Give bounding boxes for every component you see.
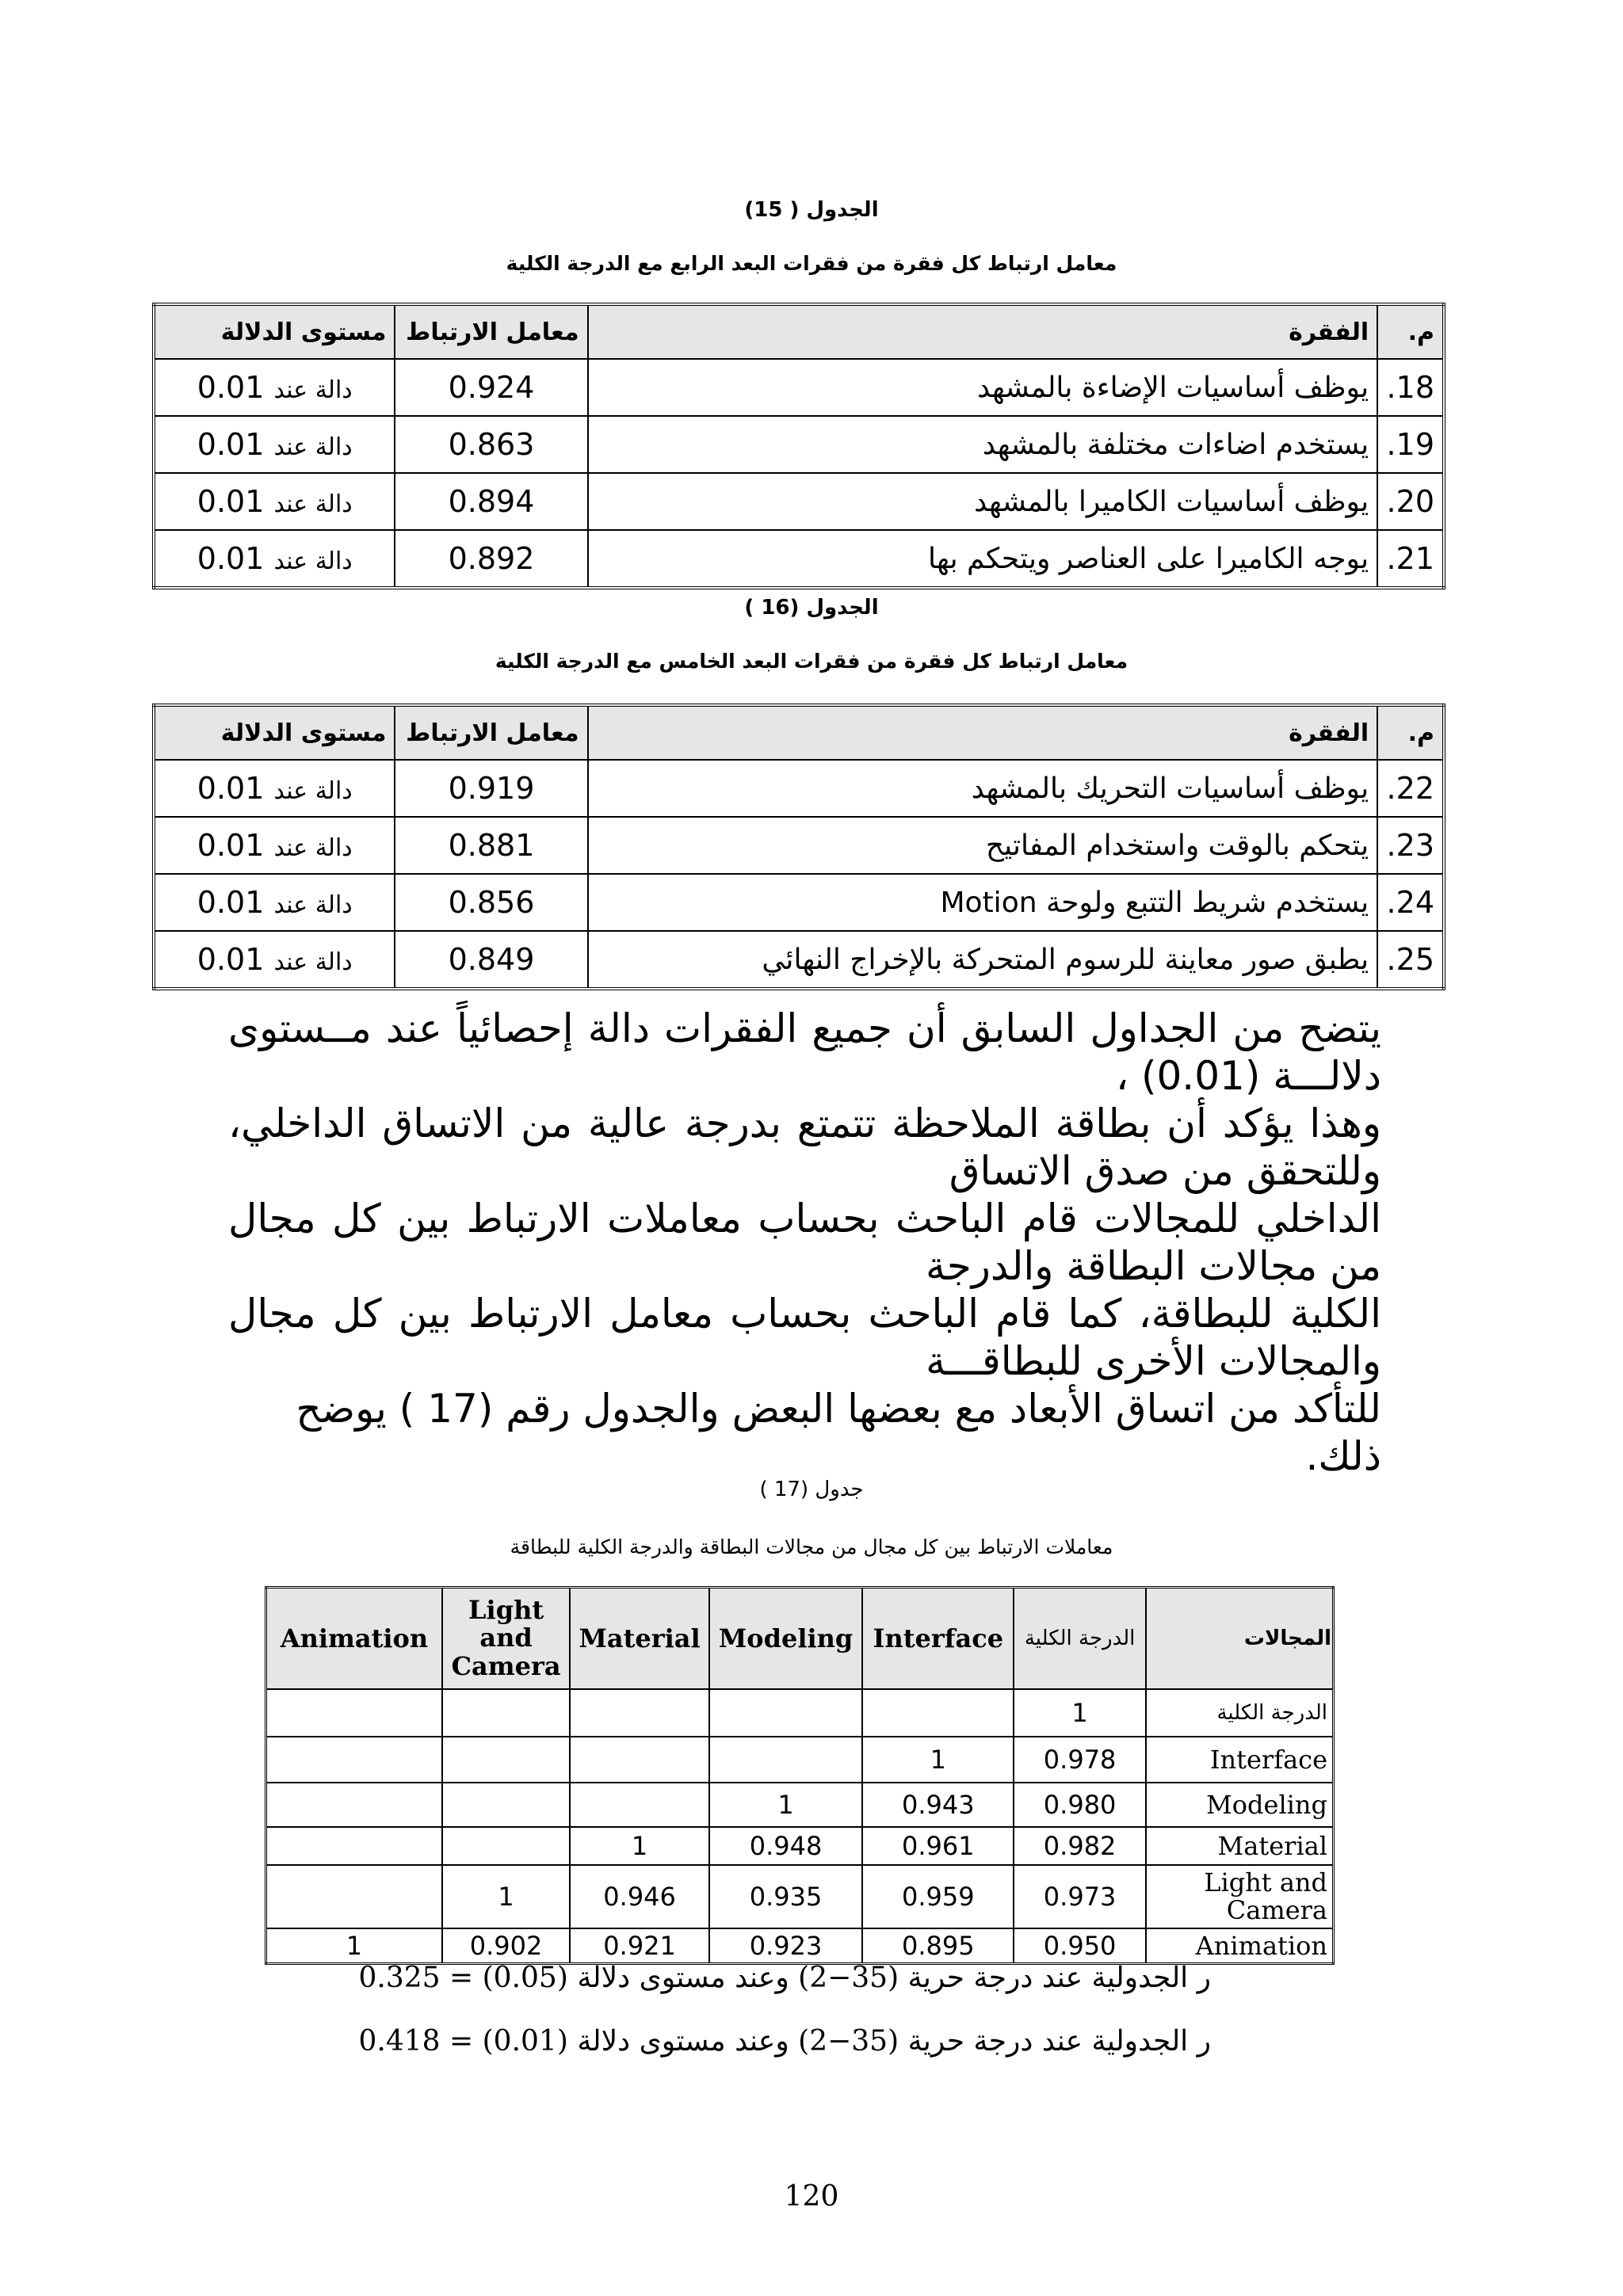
row-item: يستخدم اضاءات مختلفة بالمشهد [588, 416, 1378, 473]
row-sig [154, 931, 395, 989]
table16 [152, 704, 1445, 990]
sig-text: دالة عند [273, 777, 353, 805]
row-index: 18. [1377, 359, 1444, 416]
table-row [266, 1737, 1334, 1783]
table17-caption: جدول (17 ) [759, 1478, 864, 1501]
row-item: يستخدم شريط التتبع ولوحة Motion [588, 874, 1378, 931]
table-row [266, 1827, 1334, 1865]
row-label: Modeling [1146, 1783, 1334, 1827]
row-corr: 0.892 [395, 530, 587, 588]
row-corr: 0.894 [395, 473, 587, 530]
row-label: Light and Camera [1146, 1865, 1334, 1928]
row-index: 25. [1377, 931, 1444, 989]
row-sig [154, 760, 395, 817]
table-row [154, 473, 1444, 530]
row-index: 21. [1377, 530, 1444, 588]
cell: 0.935 [709, 1865, 862, 1928]
paragraph-line-4: الكلية للبطاقة، كما قام الباحث بحساب معامل الارتباط بين كل مجال والمجالات الأخرى للبطاقـــة [228, 1291, 1381, 1384]
col-header-idx: م. [1377, 705, 1444, 760]
row-label: Interface [1146, 1737, 1334, 1783]
sig-value: 0.01 [197, 885, 265, 920]
row-item: يوظف أساسيات الكاميرا بالمشهد [588, 473, 1378, 530]
note-line-2: ر الجدولية عند درجة حرية (35−2) وعند مستوى دلالة (0.01) = 0.418 [358, 2025, 1211, 2058]
cell: 1 [266, 1928, 442, 1963]
page-number: 120 [784, 2180, 839, 2213]
row-item: يطبق صور معاينة للرسوم المتحركة بالإخراج النهائي [588, 931, 1378, 989]
cell [266, 1737, 442, 1783]
row-index: 22. [1377, 760, 1444, 817]
table-row [154, 530, 1444, 588]
table-row [154, 760, 1444, 817]
cell: 0.921 [570, 1928, 709, 1963]
cell: 0.982 [1014, 1827, 1146, 1865]
col-header-interface: Interface [862, 1588, 1014, 1690]
cell [570, 1737, 709, 1783]
cell [266, 1827, 442, 1865]
table15-caption: الجدول ( 15) [744, 198, 879, 222]
row-corr: 0.863 [395, 416, 587, 473]
row-corr: 0.924 [395, 359, 587, 416]
row-index: 20. [1377, 473, 1444, 530]
row-label: الدرجة الكلية [1146, 1689, 1334, 1737]
row-index: 23. [1377, 817, 1444, 874]
table-row [266, 1928, 1334, 1963]
cell [570, 1783, 709, 1827]
row-corr: 0.919 [395, 760, 587, 817]
col-header-sig: مستوى الدلالة [154, 705, 395, 760]
col-header-light-camera: Light and Camera [442, 1588, 570, 1690]
row-index: 24. [1377, 874, 1444, 931]
table-row [266, 1865, 1334, 1928]
row-item: يوجه الكاميرا على العناصر ويتحكم بها [588, 530, 1378, 588]
cell: 0.946 [570, 1865, 709, 1928]
table-row [154, 359, 1444, 416]
row-label: Material [1146, 1827, 1334, 1865]
row-index: 19. [1377, 416, 1444, 473]
table15-title: معامل ارتباط كل فقرة من فقرات البعد الرابع مع الدرجة الكلية [506, 252, 1117, 275]
sig-value: 0.01 [197, 484, 265, 519]
table15 [152, 303, 1445, 589]
paragraph-line-5: للتأكد من اتساق الأبعاد مع بعضها البعض والجدول رقم (17 ) يوضح ذلك. [296, 1386, 1381, 1479]
note-line-1: ر الجدولية عند درجة حرية (35−2) وعند مستوى دلالة (0.05) = 0.325 [358, 1962, 1211, 1994]
cell [570, 1689, 709, 1737]
col-header-corr: معامل الارتباط [395, 304, 587, 359]
table16-title: معامل ارتباط كل فقرة من فقرات البعد الخامس مع الدرجة الكلية [495, 650, 1128, 673]
sig-text: دالة عند [273, 547, 353, 575]
row-sig [154, 530, 395, 588]
sig-value: 0.01 [197, 427, 265, 462]
cell [862, 1689, 1014, 1737]
sig-text: دالة عند [273, 948, 353, 976]
cell: 0.980 [1014, 1783, 1146, 1827]
row-sig [154, 359, 395, 416]
cell: 1 [862, 1737, 1014, 1783]
paragraph-line-2: وهذا يؤكد أن بطاقة الملاحظة تتمتع بدرجة عالية من الاتساق الداخلي، وللتحقق من صدق الاتساق [228, 1100, 1381, 1194]
cell [709, 1737, 862, 1783]
col-header-sig: مستوى الدلالة [154, 304, 395, 359]
cell: 0.961 [862, 1827, 1014, 1865]
cell [266, 1689, 442, 1737]
row-label: Animation [1146, 1928, 1334, 1963]
cell: 0.943 [862, 1783, 1014, 1827]
table16-caption: الجدول (16 ) [744, 596, 879, 620]
col-header-modeling: Modeling [709, 1588, 862, 1690]
cell [442, 1689, 570, 1737]
col-header-animation: Animation [266, 1588, 442, 1690]
row-sig [154, 473, 395, 530]
cell: 0.959 [862, 1865, 1014, 1928]
sig-value: 0.01 [197, 541, 265, 576]
row-item: يتحكم بالوقت واستخدام المفاتيح [588, 817, 1378, 874]
cell [442, 1783, 570, 1827]
table-row [266, 1783, 1334, 1827]
sig-value: 0.01 [197, 942, 265, 977]
col-header-corr: معامل الارتباط [395, 705, 587, 760]
cell: 1 [442, 1865, 570, 1928]
row-sig [154, 416, 395, 473]
cell [266, 1865, 442, 1928]
cell: 0.978 [1014, 1737, 1146, 1783]
row-item: يوظف أساسيات الإضاءة بالمشهد [588, 359, 1378, 416]
cell: 1 [709, 1783, 862, 1827]
table-row [154, 416, 1444, 473]
sig-value: 0.01 [197, 828, 265, 863]
cell [266, 1783, 442, 1827]
table-row [154, 931, 1444, 989]
row-sig [154, 874, 395, 931]
col-header-item: الفقرة [588, 705, 1378, 760]
cell [442, 1737, 570, 1783]
cell: 0.950 [1014, 1928, 1146, 1963]
sig-text: دالة عند [273, 490, 353, 518]
col-header-total: الدرجة الكلية [1014, 1588, 1146, 1690]
sig-value: 0.01 [197, 771, 265, 806]
col-header-domains: المجالات [1146, 1588, 1334, 1690]
table17 [265, 1586, 1335, 1965]
cell: 0.902 [442, 1928, 570, 1963]
paragraph-line-1: يتضح من الجداول السابق أن جميع الفقرات دالة إحصائياً عند مــستوى دلالـــة (0.01) ، [228, 1005, 1381, 1099]
col-header-material: Material [570, 1588, 709, 1690]
table-row [266, 1689, 1334, 1737]
row-item: يوظف أساسيات التحريك بالمشهد [588, 760, 1378, 817]
col-header-item: الفقرة [588, 304, 1378, 359]
cell: 1 [570, 1827, 709, 1865]
cell: 0.948 [709, 1827, 862, 1865]
cell [442, 1827, 570, 1865]
cell: 0.895 [862, 1928, 1014, 1963]
cell: 1 [1014, 1689, 1146, 1737]
sig-value: 0.01 [197, 370, 265, 405]
table17-title: معاملات الارتباط بين كل مجال من مجالات البطاقة والدرجة الكلية للبطاقة [510, 1535, 1113, 1558]
cell: 0.923 [709, 1928, 862, 1963]
row-corr: 0.849 [395, 931, 587, 989]
row-corr: 0.856 [395, 874, 587, 931]
table-row [154, 874, 1444, 931]
col-header-idx: م. [1377, 304, 1444, 359]
sig-text: دالة عند [273, 891, 353, 919]
paragraph-line-3: الداخلي للمجالات قام الباحث بحساب معاملات الارتباط بين كل مجال من مجالات البطاقة والدرجة [228, 1196, 1381, 1289]
cell [709, 1689, 862, 1737]
sig-text: دالة عند [273, 834, 353, 862]
row-corr: 0.881 [395, 817, 587, 874]
sig-text: دالة عند [273, 376, 353, 404]
cell: 0.973 [1014, 1865, 1146, 1928]
table-row [154, 817, 1444, 874]
row-sig [154, 817, 395, 874]
sig-text: دالة عند [273, 433, 353, 461]
